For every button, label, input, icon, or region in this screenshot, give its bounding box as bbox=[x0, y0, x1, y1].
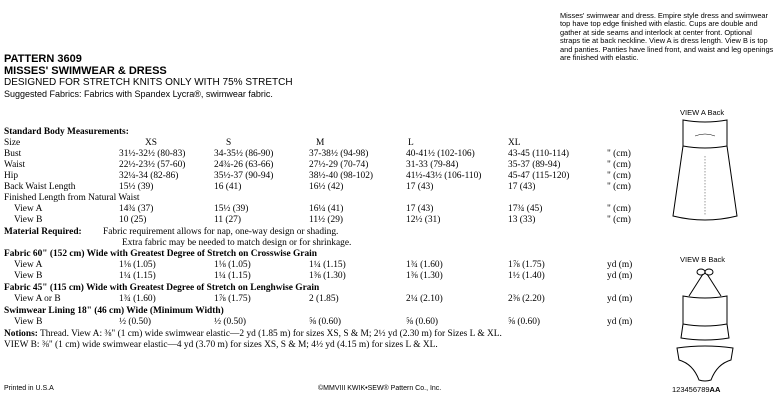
notions-text: Thread. View A: ⅜" (1 cm) wide swimwear elastic—2 yd (1.85 m) for sizes XS, S & M; 2½ yd (2.30 m) for Sizes L & XL. bbox=[40, 329, 502, 339]
table-cell: 1¼ (1.15) bbox=[309, 260, 346, 270]
print-run-suffix: AA bbox=[709, 385, 721, 394]
print-run-digits: 123456789 bbox=[672, 385, 710, 394]
row-label: Hip bbox=[4, 171, 19, 181]
table-cell: 12½ (31) bbox=[406, 215, 441, 225]
row-label: View A or B bbox=[14, 294, 61, 304]
table-cell: 1½ (1.40) bbox=[508, 271, 545, 281]
table-cell: 17 (43) bbox=[508, 182, 536, 192]
table-cell: 43-45 (110-114) bbox=[508, 149, 570, 159]
table-cell: 1⅜ (1.30) bbox=[406, 271, 443, 281]
table-cell: ⅝ (0.60) bbox=[406, 317, 439, 327]
unit-label: " (cm) bbox=[607, 204, 631, 214]
table-cell: ½ (0.50) bbox=[119, 317, 152, 327]
notions-line-2: VIEW B: ⅜" (1 cm) wide swimwear elastic—4 yd (3.70 m) for sizes XS, S & M; 4½ yd (4.15 m) for sizes L & XL. bbox=[4, 340, 438, 350]
table-cell: 34-35½ (86-90) bbox=[214, 149, 274, 159]
row-label: View B bbox=[14, 317, 43, 327]
table-cell: 2¼ (2.10) bbox=[406, 294, 443, 304]
table-cell: 32¼-34 (82-86) bbox=[119, 171, 179, 181]
view-b-label: VIEW B Back bbox=[680, 255, 726, 264]
table-cell: 1⅞ (1.75) bbox=[508, 260, 545, 270]
row-label: View B bbox=[14, 215, 43, 225]
table-cell: 17¾ (45) bbox=[508, 204, 543, 214]
view-a-dress-illustration bbox=[655, 116, 755, 238]
table-cell: 1¼ (1.15) bbox=[214, 271, 251, 281]
row-label: View A bbox=[14, 204, 43, 214]
table-cell: 31-33 (79-84) bbox=[406, 160, 459, 170]
printed-in-usa: Printed in U.S.A bbox=[4, 385, 54, 392]
fabric-60-title: Fabric 60" (152 cm) Wide with Greatest Degree of Stretch on Crosswise Grain bbox=[4, 249, 317, 259]
table-cell: 17 (43) bbox=[406, 204, 434, 214]
table-cell: 16½ (42) bbox=[309, 182, 344, 192]
table-cell: 10 (25) bbox=[119, 215, 147, 225]
row-label: Waist bbox=[4, 160, 26, 170]
pattern-title: MISSES' SWIMWEAR & DRESS bbox=[4, 65, 167, 77]
table-cell: 2 (1.85) bbox=[309, 294, 339, 304]
row-label: Bust bbox=[4, 149, 22, 159]
unit-label: " (cm) bbox=[607, 160, 631, 170]
table-cell: 16 (41) bbox=[214, 182, 242, 192]
pattern-number: PATTERN 3609 bbox=[4, 53, 82, 65]
unit-label: yd (m) bbox=[607, 260, 633, 270]
table-cell: 1⅛ (1.05) bbox=[214, 260, 251, 270]
row-label: View B bbox=[14, 271, 43, 281]
size-header: S bbox=[226, 138, 232, 148]
size-header: M bbox=[316, 138, 325, 148]
table-cell: 1⅞ (1.75) bbox=[214, 294, 251, 304]
table-cell: 1¾ (1.60) bbox=[119, 294, 156, 304]
unit-label: " (cm) bbox=[607, 215, 631, 225]
size-header: L bbox=[408, 138, 414, 148]
table-cell: 16¼ (41) bbox=[309, 204, 344, 214]
stretch-note: DESIGNED FOR STRETCH KNITS ONLY WITH 75% STRETCH bbox=[4, 77, 293, 88]
view-b-swimsuit-illustration bbox=[655, 262, 755, 386]
size-header: XS bbox=[145, 138, 157, 148]
table-cell: 1⅜ (1.30) bbox=[309, 271, 346, 281]
table-cell: 2⅜ (2.20) bbox=[508, 294, 545, 304]
table-cell: 31½-32½ (80-83) bbox=[119, 149, 186, 159]
table-cell: 1¾ (1.60) bbox=[406, 260, 443, 270]
row-label: Back Waist Length bbox=[4, 182, 76, 192]
material-line-1: Fabric requirement allows for nap, one-way design or shading. bbox=[103, 227, 339, 237]
notions-line-1 bbox=[4, 329, 502, 339]
table-cell: 40-41½ (102-106) bbox=[406, 149, 475, 159]
unit-label: " (cm) bbox=[607, 149, 631, 159]
size-label: Size bbox=[4, 138, 21, 148]
table-cell: ⅝ (0.60) bbox=[508, 317, 541, 327]
table-cell: 22½-23½ (57-60) bbox=[119, 160, 186, 170]
unit-label: " (cm) bbox=[607, 182, 631, 192]
table-cell: 1⅛ (1.05) bbox=[119, 260, 156, 270]
table-cell: 35½-37 (90-94) bbox=[214, 171, 274, 181]
pattern-description: Misses' swimwear and dress. Empire style dress and swimwear top have top edge finished with elastic. Cups are double and gather at side seams and interlock at center front. Optional straps tie at back neckline. View A is dress length. View B is top and panties. Panties have lined front, and waist and leg openings are finished with elastic. bbox=[560, 11, 774, 63]
table-cell: ½ (0.50) bbox=[214, 317, 247, 327]
unit-label: " (cm) bbox=[607, 171, 631, 181]
fabric-45-title: Fabric 45" (115 cm) Wide with Greatest Degree of Stretch on Lenghwise Grain bbox=[4, 283, 320, 293]
table-cell: 17 (43) bbox=[406, 182, 434, 192]
unit-label: yd (m) bbox=[607, 294, 633, 304]
table-cell: 15½ (39) bbox=[214, 204, 249, 214]
table-cell: 41½-43½ (106-110) bbox=[406, 171, 482, 181]
view-a-label: VIEW A Back bbox=[680, 108, 725, 117]
table-cell: 11 (27) bbox=[214, 215, 241, 225]
table-cell: 24¾-26 (63-66) bbox=[214, 160, 274, 170]
table-cell: ⅝ (0.60) bbox=[309, 317, 342, 327]
table-cell: 37-38½ (94-98) bbox=[309, 149, 369, 159]
table-cell: 38½-40 (98-102) bbox=[309, 171, 374, 181]
table-cell: 27½-29 (70-74) bbox=[309, 160, 369, 170]
table-cell: 15½ (39) bbox=[119, 182, 154, 192]
material-line-2: Extra fabric may be needed to match design or for shrinkage. bbox=[122, 238, 352, 248]
material-label: Material Required: bbox=[4, 227, 82, 237]
table-cell: 13 (33) bbox=[508, 215, 536, 225]
measurements-title: Standard Body Measurements: bbox=[4, 127, 129, 137]
size-header: XL bbox=[508, 138, 521, 148]
unit-label: yd (m) bbox=[607, 317, 633, 327]
table-cell: 1¼ (1.15) bbox=[119, 271, 156, 281]
row-label: View A bbox=[14, 260, 43, 270]
table-cell: 11½ (29) bbox=[309, 215, 344, 225]
finished-length-title: Finished Length from Natural Waist bbox=[4, 193, 140, 203]
table-cell: 14¾ (37) bbox=[119, 204, 154, 214]
unit-label: yd (m) bbox=[607, 271, 633, 281]
copyright: ©MMVIII KWIK•SEW® Pattern Co., Inc. bbox=[318, 385, 442, 392]
notions-label: Notions: bbox=[4, 329, 38, 339]
lining-title: Swimwear Lining 18" (46 cm) Wide (Minimum Width) bbox=[4, 306, 224, 316]
table-cell: 35-37 (89-94) bbox=[508, 160, 561, 170]
print-run-numbers bbox=[672, 385, 720, 394]
table-cell: 45-47 (115-120) bbox=[508, 171, 570, 181]
suggested-fabrics: Suggested Fabrics: Fabrics with Spandex Lycra®, swimwear fabric. bbox=[4, 89, 273, 99]
